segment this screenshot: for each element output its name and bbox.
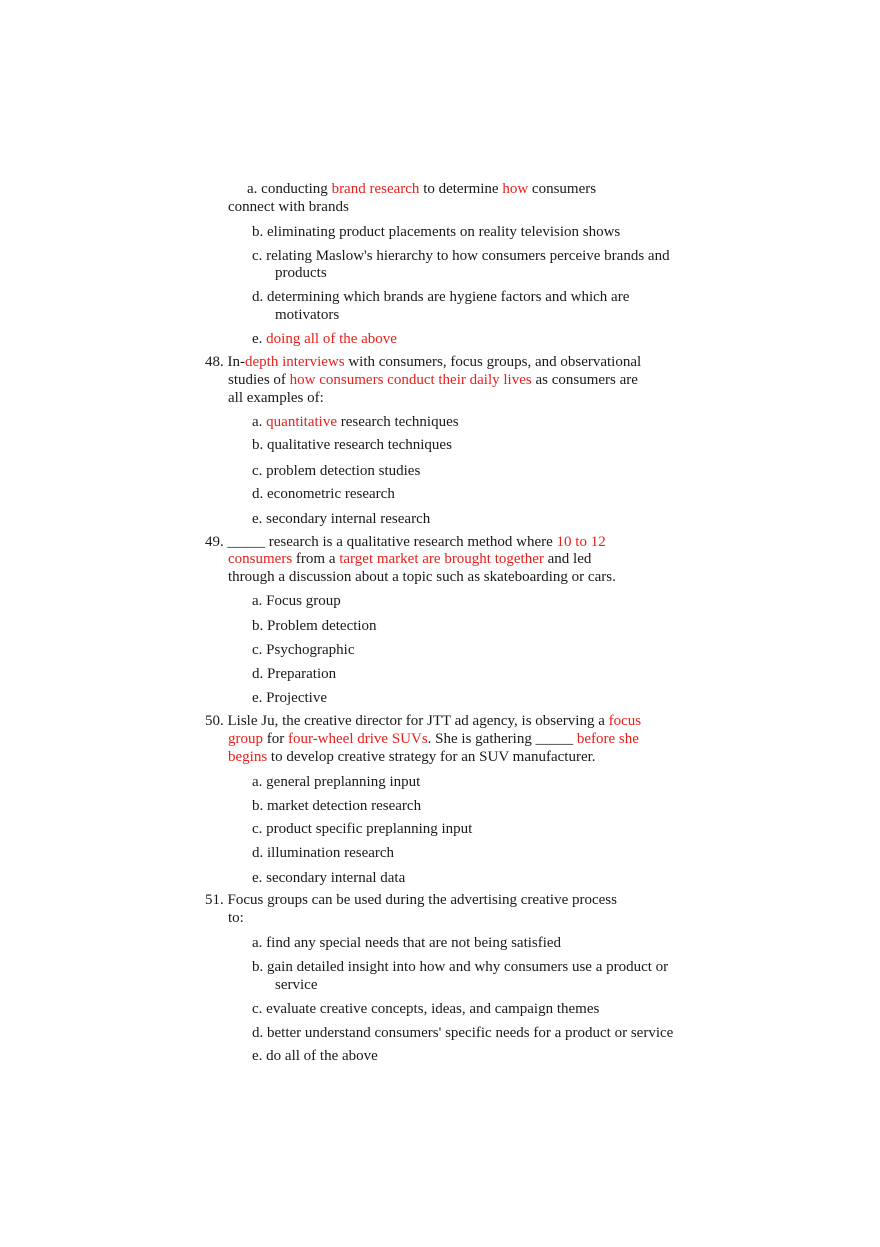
q51-stem-line1: 51. Focus groups can be used during the advertising creative process — [205, 892, 617, 908]
q50-stem-line2 — [228, 730, 639, 748]
text: to determine — [419, 181, 503, 197]
text: a. conducting — [247, 181, 332, 197]
q49-option-d: d. Preparation — [252, 666, 337, 682]
q47-option-a-cont: connect with brands — [228, 199, 349, 215]
q49-stem-line2 — [228, 550, 591, 568]
q49-stem-line3: through a discussion about a topic such as skateboarding or cars. — [228, 569, 616, 585]
highlight: how — [502, 181, 529, 197]
q50-stem-line1 — [205, 712, 641, 730]
q47-option-c-cont: products — [275, 265, 327, 281]
q48-option-d: d. econometric research — [252, 486, 395, 502]
q47-option-b: b. eliminating product placements on reality television shows — [252, 224, 621, 240]
q48-option-e: e. secondary internal research — [252, 511, 431, 527]
q49-option-c: c. Psychographic — [252, 642, 355, 658]
highlight: focus — [608, 713, 642, 729]
text: from a — [292, 551, 340, 567]
text: 49. _____ research is a qualitative research method where — [205, 534, 557, 550]
q47-option-e — [252, 330, 397, 348]
text: a. — [252, 414, 267, 430]
highlight: target market are brought together — [339, 551, 544, 567]
text: consumers — [528, 181, 597, 197]
text: . She is gathering _____ — [427, 731, 577, 747]
highlight: doing all of the above — [266, 331, 397, 347]
q49-option-e: e. Projective — [252, 690, 327, 706]
q51-option-b-cont: service — [275, 977, 318, 993]
q51-option-b: b. gain detailed insight into how and why consumers use a product or — [252, 959, 669, 975]
q48-option-a — [252, 413, 459, 431]
q51-option-c: c. evaluate creative concepts, ideas, and campaign themes — [252, 1001, 600, 1017]
q48-stem-line2 — [228, 371, 638, 389]
q50-option-d: d. illumination research — [252, 845, 395, 861]
highlight: before she — [576, 731, 639, 747]
q50-option-a: a. general preplanning input — [252, 774, 421, 790]
q47-option-c: c. relating Maslow's hierarchy to how consumers perceive brands and — [252, 248, 670, 264]
text: for — [263, 731, 288, 747]
q47-option-a — [247, 180, 596, 198]
highlight: 10 to 12 — [556, 534, 606, 550]
text: 48. In- — [205, 354, 245, 370]
text: e. — [252, 331, 267, 347]
highlight: begins — [228, 749, 268, 765]
text: to develop creative strategy for an SUV manufacturer. — [267, 749, 596, 765]
highlight: four-wheel drive SUVs — [288, 731, 428, 747]
q51-option-d: d. better understand consumers' specific needs for a product or service — [252, 1025, 674, 1041]
highlight: consumers — [228, 551, 293, 567]
text: as consumers are — [531, 372, 638, 388]
q47-option-d-cont: motivators — [275, 307, 340, 323]
q51-option-e: e. do all of the above — [252, 1048, 378, 1064]
q50-stem-line3 — [228, 748, 596, 766]
q49-option-a: a. Focus group — [252, 593, 341, 609]
q49-option-b: b. Problem detection — [252, 618, 377, 634]
q50-option-c: c. product specific preplanning input — [252, 821, 473, 837]
q47-option-d: d. determining which brands are hygiene factors and which are — [252, 289, 630, 305]
q49-stem-line1 — [205, 533, 606, 551]
q48-stem-line1 — [205, 353, 641, 371]
highlight: depth interviews — [245, 354, 345, 370]
highlight: how consumers conduct their daily lives — [289, 372, 532, 388]
text: research techniques — [336, 414, 459, 430]
q48-option-c: c. problem detection studies — [252, 463, 421, 479]
text: studies of — [228, 372, 290, 388]
highlight: brand research — [331, 181, 420, 197]
highlight: quantitative — [266, 414, 337, 430]
q48-option-b: b. qualitative research techniques — [252, 437, 452, 453]
text: with consumers, focus groups, and observational — [344, 354, 642, 370]
q50-option-b: b. market detection research — [252, 798, 422, 814]
q48-stem-line3: all examples of: — [228, 390, 324, 406]
q51-stem-line2: to: — [228, 910, 244, 926]
text: and led — [543, 551, 592, 567]
q50-option-e: e. secondary internal data — [252, 870, 406, 886]
highlight: group — [228, 731, 263, 747]
text: 50. Lisle Ju, the creative director for JTT ad agency, is observing a — [205, 713, 609, 729]
q51-option-a: a. find any special needs that are not being satisfied — [252, 935, 562, 951]
